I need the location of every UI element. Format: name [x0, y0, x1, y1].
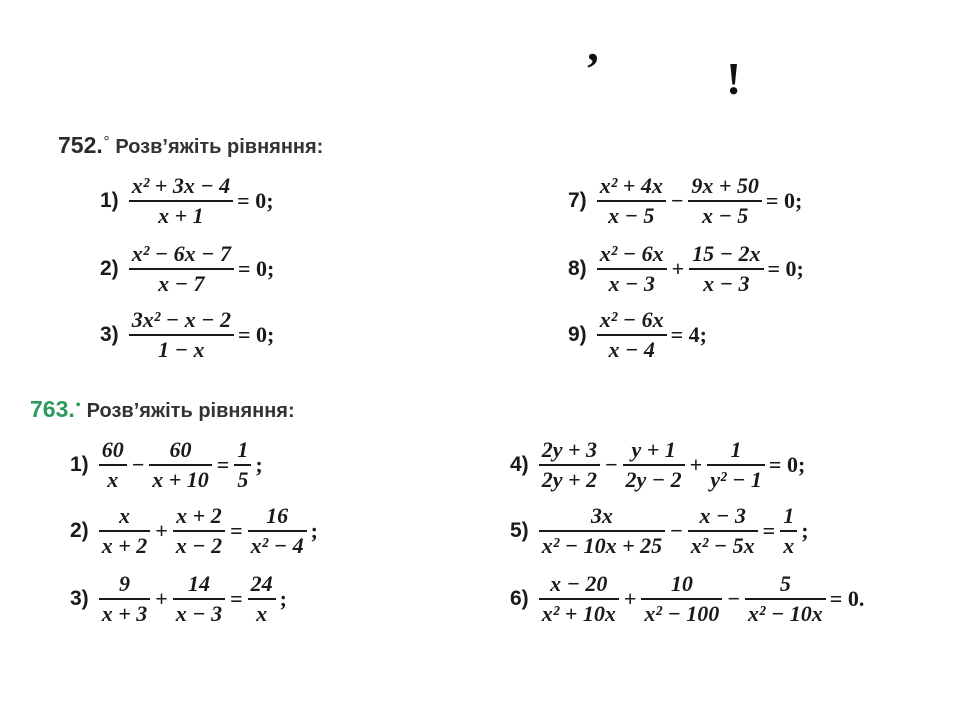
numerator: 1 [783, 503, 795, 528]
operator: = [230, 518, 243, 543]
fraction [99, 436, 127, 494]
numerator: 2y + 3 [541, 437, 597, 462]
equation-763-1 [70, 436, 263, 494]
numerator: 1 [730, 437, 742, 462]
denominator: x − 3 [703, 271, 750, 296]
denominator: 5 [237, 467, 249, 492]
fraction [129, 172, 233, 230]
numerator: y + 1 [631, 437, 676, 462]
operator: + [689, 452, 703, 477]
right-hand-side: = 0; [768, 452, 806, 477]
fraction [597, 306, 667, 364]
equation-763-6 [510, 570, 864, 628]
operator: + [155, 518, 168, 543]
denominator: x [783, 533, 795, 558]
problem-label: 4) [510, 453, 529, 476]
denominator: x² − 10x [747, 601, 823, 626]
denominator: x − 4 [608, 337, 655, 362]
fraction [688, 172, 762, 230]
fraction [539, 502, 665, 560]
numerator: x² − 6x [599, 307, 664, 332]
denominator: x² − 100 [644, 601, 720, 626]
numerator: 3x² − x − 2 [131, 307, 231, 332]
operator: + [671, 256, 685, 281]
problem-label: 1) [70, 453, 89, 476]
numerator: x − 3 [699, 503, 746, 528]
problem-label: 9) [568, 323, 587, 346]
numerator: 10 [670, 571, 693, 596]
problem-label: 6) [510, 587, 529, 610]
operator: = [762, 518, 776, 543]
problem-label: 8) [568, 257, 587, 280]
fraction [99, 502, 151, 560]
right-hand-side: = 0; [767, 256, 804, 281]
section-instruction: Розв’яжіть рівняння: [115, 136, 324, 158]
right-hand-side: = 0; [237, 322, 275, 347]
numerator: 9x + 50 [691, 173, 759, 198]
problem-label: 1) [100, 189, 119, 212]
right-hand-side: ; [801, 518, 809, 543]
operator: − [670, 188, 684, 213]
denominator: x − 5 [608, 203, 655, 228]
numerator: 60 [101, 437, 124, 462]
fraction [173, 570, 225, 628]
right-hand-side: = 0; [237, 188, 274, 213]
denominator: x − 7 [158, 271, 205, 296]
equation-752-3 [100, 306, 274, 364]
operator: + [155, 586, 168, 611]
header-exclamation: ! [726, 53, 742, 104]
denominator: x − 3 [608, 271, 655, 296]
denominator: x − 2 [175, 533, 223, 558]
problem-label: 7) [568, 189, 587, 212]
fraction [539, 570, 619, 628]
fraction [707, 436, 765, 494]
numerator: 5 [779, 571, 791, 596]
denominator: x + 2 [101, 533, 148, 558]
numerator: 1 [237, 437, 249, 462]
denominator: x² − 10x + 25 [541, 533, 663, 558]
operator: − [605, 452, 618, 477]
right-hand-side: = 0. [829, 586, 865, 611]
equation-752-4 [568, 172, 802, 230]
fraction [129, 306, 234, 364]
section-763-title [30, 396, 295, 423]
fraction [689, 240, 763, 298]
difficulty-marker: ° [103, 133, 110, 149]
section-instruction: Розв’яжіть рівняння: [86, 400, 295, 422]
fraction [248, 570, 276, 628]
equation-752-2 [100, 240, 274, 298]
operator: = [230, 586, 243, 611]
denominator: x² + 10x [541, 601, 616, 626]
denominator: x [256, 601, 268, 626]
equation-752-5 [568, 240, 804, 298]
numerator: x² + 4x [599, 173, 663, 198]
numerator: 24 [250, 571, 273, 596]
right-hand-side: ; [310, 518, 318, 543]
fraction [248, 502, 307, 560]
right-hand-side: = 0; [237, 256, 275, 281]
numerator: x + 2 [176, 503, 222, 528]
fraction [688, 502, 758, 560]
fraction [597, 240, 667, 298]
difficulty-marker: • [75, 397, 81, 413]
section-752-title [58, 132, 323, 159]
fraction [745, 570, 826, 628]
denominator: x + 10 [152, 467, 209, 492]
denominator: y² − 1 [710, 467, 762, 492]
numerator: 16 [266, 503, 289, 528]
equation-763-4 [510, 436, 805, 494]
fraction [623, 436, 685, 494]
fraction [129, 240, 234, 298]
denominator: 2y + 2 [541, 467, 597, 492]
numerator: x² − 6x [599, 241, 664, 266]
denominator: 2y − 2 [625, 467, 682, 492]
operator: = [216, 452, 230, 477]
problem-label: 3) [100, 323, 119, 346]
problem-label: 2) [100, 257, 119, 280]
denominator: x² − 5x [690, 533, 755, 558]
operator: − [131, 452, 145, 477]
equation-763-2 [70, 502, 318, 560]
problem-label: 2) [70, 519, 89, 542]
denominator: x − 3 [175, 601, 223, 626]
operator: + [623, 586, 637, 611]
fraction [149, 436, 212, 494]
numerator: 9 [118, 571, 130, 596]
numerator: 3x [590, 503, 613, 528]
numerator: x² + 3x − 4 [131, 173, 231, 198]
right-hand-side: = 4; [670, 322, 707, 347]
fraction [99, 570, 151, 628]
section-number: 752. [58, 132, 103, 158]
fraction [780, 502, 797, 560]
right-hand-side: ; [255, 452, 263, 477]
denominator: x + 3 [101, 601, 148, 626]
denominator: x + 1 [158, 203, 204, 228]
denominator: x² − 4 [250, 533, 304, 558]
operator: − [670, 518, 683, 543]
denominator: x − 5 [701, 203, 749, 228]
denominator: 1 − x [158, 337, 205, 362]
right-hand-side: ; [279, 586, 287, 611]
fraction [597, 172, 666, 230]
right-hand-side: = 0; [765, 188, 803, 213]
equation-752-1 [100, 172, 274, 230]
denominator: x [107, 467, 119, 492]
header-apostrophe: ’ [585, 43, 601, 94]
fraction [234, 436, 251, 494]
numerator: x − 20 [550, 571, 608, 596]
numerator: x² − 6x − 7 [131, 241, 231, 266]
fraction [539, 436, 600, 494]
equation-763-3 [70, 570, 287, 628]
section-number: 763. [30, 396, 75, 422]
problem-label: 3) [70, 587, 89, 610]
equation-763-5 [510, 502, 809, 560]
operator: − [727, 586, 740, 611]
equation-752-6 [568, 306, 707, 364]
numerator: 14 [187, 571, 210, 596]
fraction [173, 502, 225, 560]
numerator: 15 − 2x [692, 241, 761, 266]
numerator: 60 [169, 437, 192, 462]
fraction [641, 570, 722, 628]
problem-label: 5) [510, 519, 529, 542]
numerator: x [118, 503, 130, 528]
